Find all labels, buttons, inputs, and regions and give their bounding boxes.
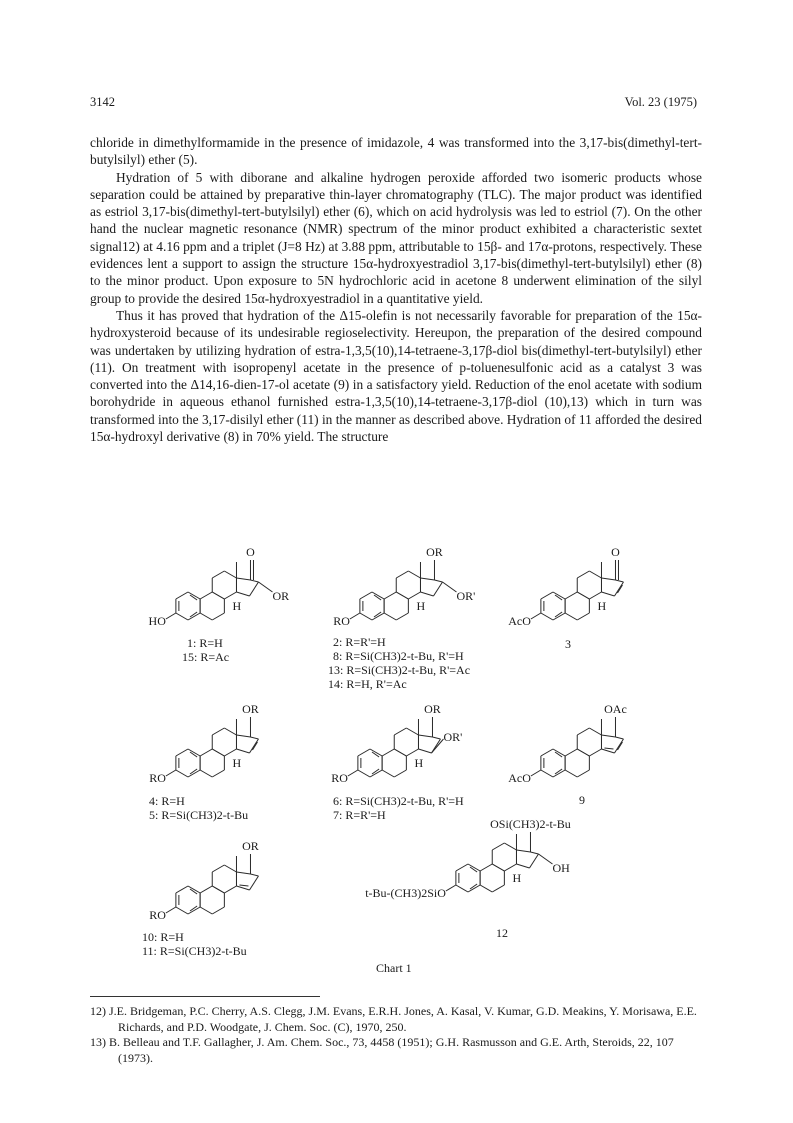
ring-a: [360, 613, 372, 620]
aromatic-bond: [555, 752, 562, 757]
ring-b: [480, 864, 492, 871]
ring-d: [530, 852, 538, 854]
label-or: OR: [272, 589, 290, 603]
ring-a: [541, 749, 553, 756]
ring-c: [224, 571, 236, 578]
ring-b: [396, 592, 408, 599]
ring-b: [212, 907, 224, 914]
label-or: OR: [424, 702, 441, 716]
ring-a: [468, 885, 480, 892]
aromatic-bond: [190, 612, 197, 617]
ring-a: [456, 885, 468, 892]
caption-2c: 13: R=Si(CH3)2-t-Bu, R'=Ac: [328, 663, 471, 677]
ring-c: [396, 592, 408, 599]
label-or: OR: [242, 839, 259, 853]
ring-d: [236, 749, 249, 753]
ring-d: [601, 592, 614, 596]
ring-c: [577, 592, 589, 599]
caption-6: 6: R=Si(CH3)2-t-Bu, R'=H: [333, 794, 464, 808]
label-or-prime: OR': [456, 589, 476, 603]
ring-d: [236, 872, 250, 874]
substituent-bond: [166, 907, 176, 913]
ring-d: [236, 886, 249, 890]
ring-d: [418, 735, 432, 737]
ring-b: [212, 613, 224, 620]
ring-d: [236, 578, 250, 580]
ring-c: [406, 728, 418, 735]
ring-a: [176, 592, 188, 599]
ring-c: [408, 571, 420, 578]
ring-b: [212, 886, 224, 893]
ring-b: [200, 749, 212, 756]
caption-12: 12: [496, 926, 508, 940]
ring-b: [384, 592, 396, 599]
ring-d: [249, 739, 258, 753]
label-h: H: [232, 756, 242, 770]
ring-b: [200, 770, 212, 777]
ring-d: [614, 582, 623, 596]
ring-c: [224, 865, 236, 872]
aromatic-bond: [372, 752, 379, 757]
ring-a: [372, 592, 384, 599]
ring-b: [212, 770, 224, 777]
paragraph-3: Thus it has proved that hydration of the Δ15-olefin is not necessarily favorable for preparation of the 15α-hydroxysteroid because of its undesirable regioselectivity. Hereupon, the preparation of the desired compound was undertaken by utilizing hydration of estra-1,3,5(10),14-tetraene-3,17β-diol bis(dimethyl-tert-butylsilyl) ether (11). On treatment with isopropenyl acetate in the presence of p-toluenesulfonic acid as a catalyst 3 was converted into the Δ14,16-dien-17-ol acetate (9) in a satisfactory yield. Reduction of the enol acetate with sodium borohydride in aqueous ethanol furnished estra-1,3,5(10),14-tetraene-3,17β-diol (10),13) which in turn was transformed into the 3,17-disilyl ether (11) in the manner as described above. Hydration of 11 afforded the desired 15α-hydroxyl derivative (8) in 70% yield. The structure: [90, 307, 702, 445]
ring-a: [541, 592, 553, 599]
ring-c: [504, 864, 516, 871]
label-aco: AcO: [508, 771, 531, 785]
ring-a: [188, 886, 200, 893]
ring-b: [480, 885, 492, 892]
ring-a: [188, 770, 200, 777]
label-osi: OSi(CH3)2-t-Bu: [490, 817, 571, 831]
ring-c: [504, 843, 516, 850]
ring-d: [516, 864, 529, 868]
ring-b: [577, 613, 589, 620]
aromatic-bond: [470, 884, 477, 889]
ring-c: [589, 592, 601, 599]
ring-d: [615, 580, 623, 582]
page-number: 3142: [90, 95, 115, 109]
ring-b: [577, 592, 589, 599]
ring-b: [577, 749, 589, 756]
ring-b: [212, 592, 224, 599]
ring-c: [394, 728, 406, 735]
ring-c: [212, 571, 224, 578]
ring-d: [516, 850, 530, 852]
ring-b: [577, 770, 589, 777]
double-bond: [252, 742, 257, 750]
caption-7: 7: R=R'=H: [333, 808, 386, 822]
ring-d: [432, 737, 440, 739]
label-oxo: O: [611, 545, 620, 559]
aromatic-bond: [555, 595, 562, 600]
ring-c: [394, 749, 406, 756]
ring-d: [614, 739, 623, 753]
ring-a: [468, 864, 480, 871]
ring-a: [553, 749, 565, 756]
ring-a: [188, 592, 200, 599]
label-or: OR: [242, 702, 259, 716]
footnote-rule: [90, 996, 320, 997]
label-ro: RO: [149, 908, 166, 922]
caption-2b: 8: R=Si(CH3)2-t-Bu, R'=H: [333, 649, 464, 663]
ring-a: [553, 592, 565, 599]
substituent-bond: [166, 770, 176, 776]
ring-c: [577, 571, 589, 578]
aromatic-bond: [190, 769, 197, 774]
label-h: H: [414, 756, 424, 770]
ring-d: [433, 582, 442, 596]
ring-b: [384, 613, 396, 620]
ring-b: [200, 907, 212, 914]
caption-11: 11: R=Si(CH3)2-t-Bu: [142, 944, 247, 958]
label-ro: RO: [331, 771, 348, 785]
ring-b: [200, 613, 212, 620]
aromatic-bond: [555, 612, 562, 617]
ring-a: [188, 749, 200, 756]
ring-d: [249, 582, 258, 596]
ring-a: [176, 749, 188, 756]
ring-a: [456, 864, 468, 871]
substituent-bond: [258, 582, 272, 592]
label-oxo: O: [246, 545, 255, 559]
ring-a: [553, 770, 565, 777]
reference-13: 13) B. Belleau and T.F. Gallagher, J. Am. Chem. Soc., 73, 4458 (1951); G.H. Rasmusson and G.E. Arth, Steroids, 22, 107 (1973).: [90, 1035, 674, 1065]
ring-c: [589, 571, 601, 578]
caption-2a: 2: R=R'=H: [333, 635, 386, 649]
aromatic-bond: [190, 595, 197, 600]
ring-a: [176, 907, 188, 914]
ring-a: [358, 749, 370, 756]
ring-c: [589, 728, 601, 735]
ring-c: [224, 728, 236, 735]
caption-1b: 15: R=Ac: [182, 650, 230, 664]
ring-b: [565, 749, 577, 756]
ring-a: [188, 613, 200, 620]
ring-c: [212, 749, 224, 756]
ring-d: [601, 749, 614, 753]
ring-d: [601, 735, 615, 737]
label-h: H: [416, 599, 426, 613]
ring-d: [250, 737, 258, 739]
double-bond: [617, 585, 622, 593]
ring-c: [408, 592, 420, 599]
caption-10: 10: R=H: [142, 930, 184, 944]
ring-a: [541, 613, 553, 620]
ring-b: [382, 770, 394, 777]
ring-d: [236, 735, 250, 737]
caption-9: 9: [579, 793, 585, 807]
chart-title: Chart 1: [376, 961, 412, 975]
aromatic-bond: [470, 867, 477, 872]
ring-b: [212, 749, 224, 756]
caption-3: 3: [565, 637, 571, 651]
ring-d: [250, 580, 258, 582]
ring-c: [224, 749, 236, 756]
substituent-bond: [350, 613, 360, 619]
aromatic-bond: [372, 769, 379, 774]
ring-b: [200, 886, 212, 893]
ring-c: [577, 728, 589, 735]
ring-b: [492, 864, 504, 871]
substituent-bond: [531, 770, 541, 776]
ring-c: [406, 749, 418, 756]
ring-b: [565, 770, 577, 777]
label-silyloxy: t-Bu-(CH3)2SiO: [365, 886, 446, 900]
ring-a: [360, 592, 372, 599]
caption-4a: 4: R=H: [149, 794, 185, 808]
label-ho: HO: [148, 614, 166, 628]
caption-2d: 14: R=H, R'=Ac: [328, 677, 407, 691]
label-h: H: [512, 871, 522, 885]
ring-b: [394, 749, 406, 756]
volume-info: Vol. 23 (1975): [624, 95, 697, 109]
paragraph-2: Hydration of 5 with diborane and alkaline hydrogen peroxide afforded two isomeric products whose separation could be attained by preparative thin-layer chromatography (TLC). The major product was identified as estriol 3,17-bis(dimethyl-tert-butylsilyl) ether (6), which on acid hydrolysis was led to estriol (7). On the other hand the nuclear magnetic resonance (NMR) spectrum of the minor product exhibited a characteristic sextet signal12) at 4.16 ppm and a triplet (J=8 Hz) at 3.88 ppm, attributable to 15β- and 17α-protons, respectively. These evidences lent a support to assign the structure 15α-hydroxyestradiol 3,17-bis(dimethyl-tert-butylsilyl) ether (8) to the minor product. Upon exposure to 5N hydrochloric acid in acetone 8 underwent elimination of the silyl group to provide the desired 15α-hydroxyestradiol in a quantitative yield.: [90, 169, 702, 306]
ring-c: [212, 886, 224, 893]
ring-c: [492, 843, 504, 850]
ring-b: [382, 749, 394, 756]
aromatic-bond: [374, 612, 381, 617]
ring-c: [212, 592, 224, 599]
substituent-bond: [538, 854, 552, 864]
ring-c: [577, 749, 589, 756]
label-ro: RO: [149, 771, 166, 785]
ring-d: [434, 580, 442, 582]
ring-b: [565, 592, 577, 599]
ring-d: [420, 578, 434, 580]
double-bond: [239, 885, 248, 886]
aromatic-bond: [555, 769, 562, 774]
label-oac: OAc: [604, 702, 627, 716]
ring-d: [236, 592, 249, 596]
ring-b: [200, 592, 212, 599]
ring-d: [431, 739, 440, 753]
ring-a: [370, 770, 382, 777]
references: [90, 1004, 702, 1066]
substituent-bond: [442, 582, 456, 592]
ring-b: [396, 613, 408, 620]
label-or-prime: OR': [443, 730, 463, 744]
ring-d: [249, 876, 258, 890]
aromatic-bond: [190, 906, 197, 911]
ring-a: [541, 770, 553, 777]
double-bond: [604, 748, 613, 749]
ring-d: [250, 874, 258, 876]
label-h: H: [597, 599, 607, 613]
ring-a: [176, 886, 188, 893]
label-aco: AcO: [508, 614, 531, 628]
label-oh: OH: [552, 861, 570, 875]
ring-b: [565, 613, 577, 620]
aromatic-bond: [190, 889, 197, 894]
caption-1a: 1: R=H: [187, 636, 223, 650]
ring-d: [529, 854, 538, 868]
ring-d: [418, 749, 431, 753]
aromatic-bond: [374, 595, 381, 600]
ring-c: [224, 592, 236, 599]
ring-a: [370, 749, 382, 756]
ring-a: [372, 613, 384, 620]
substituent-bond: [531, 613, 541, 619]
substituent-bond: [166, 613, 176, 619]
substituent-bond: [431, 739, 443, 753]
caption-4b: 5: R=Si(CH3)2-t-Bu: [149, 808, 249, 822]
ring-c: [212, 865, 224, 872]
ring-c: [212, 728, 224, 735]
ring-b: [394, 770, 406, 777]
label-h: H: [232, 599, 242, 613]
substituent-bond: [446, 885, 456, 891]
aromatic-bond: [190, 752, 197, 757]
ring-c: [492, 864, 504, 871]
body-text: [90, 134, 702, 445]
ring-a: [176, 613, 188, 620]
ring-c: [396, 571, 408, 578]
ring-b: [492, 885, 504, 892]
substituent-bond: [348, 770, 358, 776]
ring-d: [420, 592, 433, 596]
double-bond: [617, 742, 622, 750]
ring-c: [589, 749, 601, 756]
reference-12: 12) J.E. Bridgeman, P.C. Cherry, A.S. Clegg, J.M. Evans, E.R.H. Jones, A. Kasal, V. Kumar, G.D. Meakins, Y. Morisawa, E.E. Richards, and P.D. Woodgate, J. Chem. Soc. (C), 1970, 250.: [90, 1004, 697, 1034]
ring-d: [601, 578, 615, 580]
ring-c: [224, 886, 236, 893]
ring-a: [553, 613, 565, 620]
ring-a: [358, 770, 370, 777]
paragraph-1: chloride in dimethylformamide in the presence of imidazole, 4 was transformed into the 3,17-bis(dimethyl-tert-butylsilyl) ether (5).: [90, 135, 702, 168]
ring-d: [615, 737, 623, 739]
label-or: OR: [426, 545, 443, 559]
ring-a: [176, 770, 188, 777]
label-ro: RO: [333, 614, 350, 628]
ring-a: [188, 907, 200, 914]
